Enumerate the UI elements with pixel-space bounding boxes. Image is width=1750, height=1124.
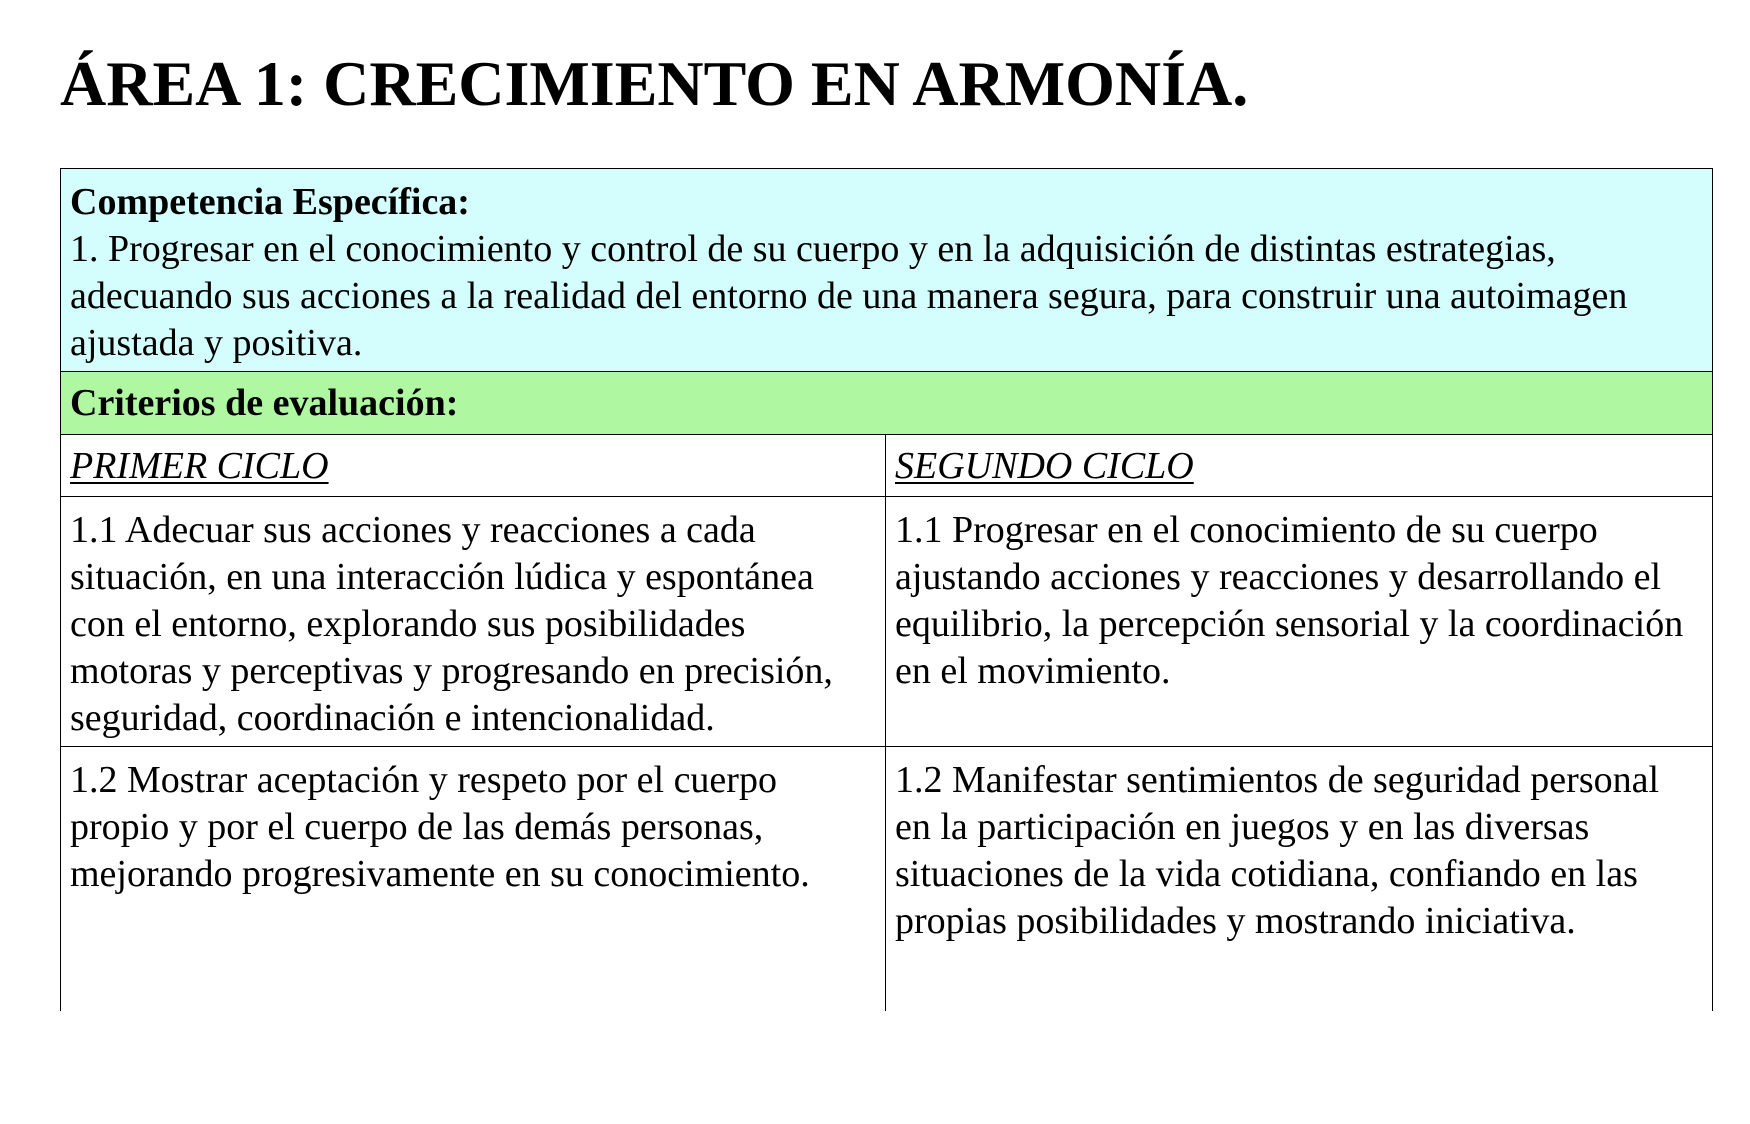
primer-ciclo-header-cell (61, 435, 886, 497)
criterion-row (61, 497, 1713, 747)
criterion-segundo-ciclo-cell: 1.2 Manifestar sentimientos de seguridad personal en la participación en juegos y en las diversas situaciones de la vida cotidiana, confiando en las propias posibilidades y mostrando iniciativa. (886, 747, 1713, 1012)
competencia-cell (61, 169, 1713, 372)
criterios-row (61, 372, 1713, 435)
primer-ciclo-header: PRIMER CICLO (70, 445, 329, 487)
competencia-row (61, 169, 1713, 372)
criterios-label: Criterios de evaluación: (70, 382, 459, 424)
criterios-cell (61, 372, 1713, 435)
segundo-ciclo-header: SEGUNDO CICLO (895, 445, 1194, 487)
criteria-table (60, 168, 1713, 1011)
segundo-ciclo-header-cell (886, 435, 1713, 497)
document-page (60, 0, 1712, 942)
criterion-row (61, 747, 1713, 1012)
criterion-primer-ciclo-cell: 1.2 Mostrar aceptación y respeto por el cuerpo propio y por el cuerpo de las demás personas, mejorando progresivamente en su conocimiento. (61, 747, 886, 1012)
competencia-label: Competencia Específica: (70, 181, 470, 223)
cycle-header-row (61, 435, 1713, 497)
competencia-text: 1. Progresar en el conocimiento y control de su cuerpo y en la adquisición de distintas estrategias, adecuando sus acciones a la realidad del entorno de una manera segura, para construir una autoimagen ajustada y positiva. (70, 228, 1628, 364)
area-title: ÁREA 1: CRECIMIENTO EN ARMONÍA. (60, 48, 1249, 119)
criterion-primer-ciclo-cell: 1.1 Adecuar sus acciones y reacciones a cada situación, en una interacción lúdica y espontánea con el entorno, explorando sus posibilidades motoras y perceptivas y progresando en precisión, seguridad, coordinación e intencionalidad. (61, 497, 886, 747)
criterion-segundo-ciclo-cell: 1.1 Progresar en el conocimiento de su cuerpo ajustando acciones y reacciones y desarrollando el equilibrio, la percepción sensorial y la coordinación en el movimiento. (886, 497, 1713, 747)
